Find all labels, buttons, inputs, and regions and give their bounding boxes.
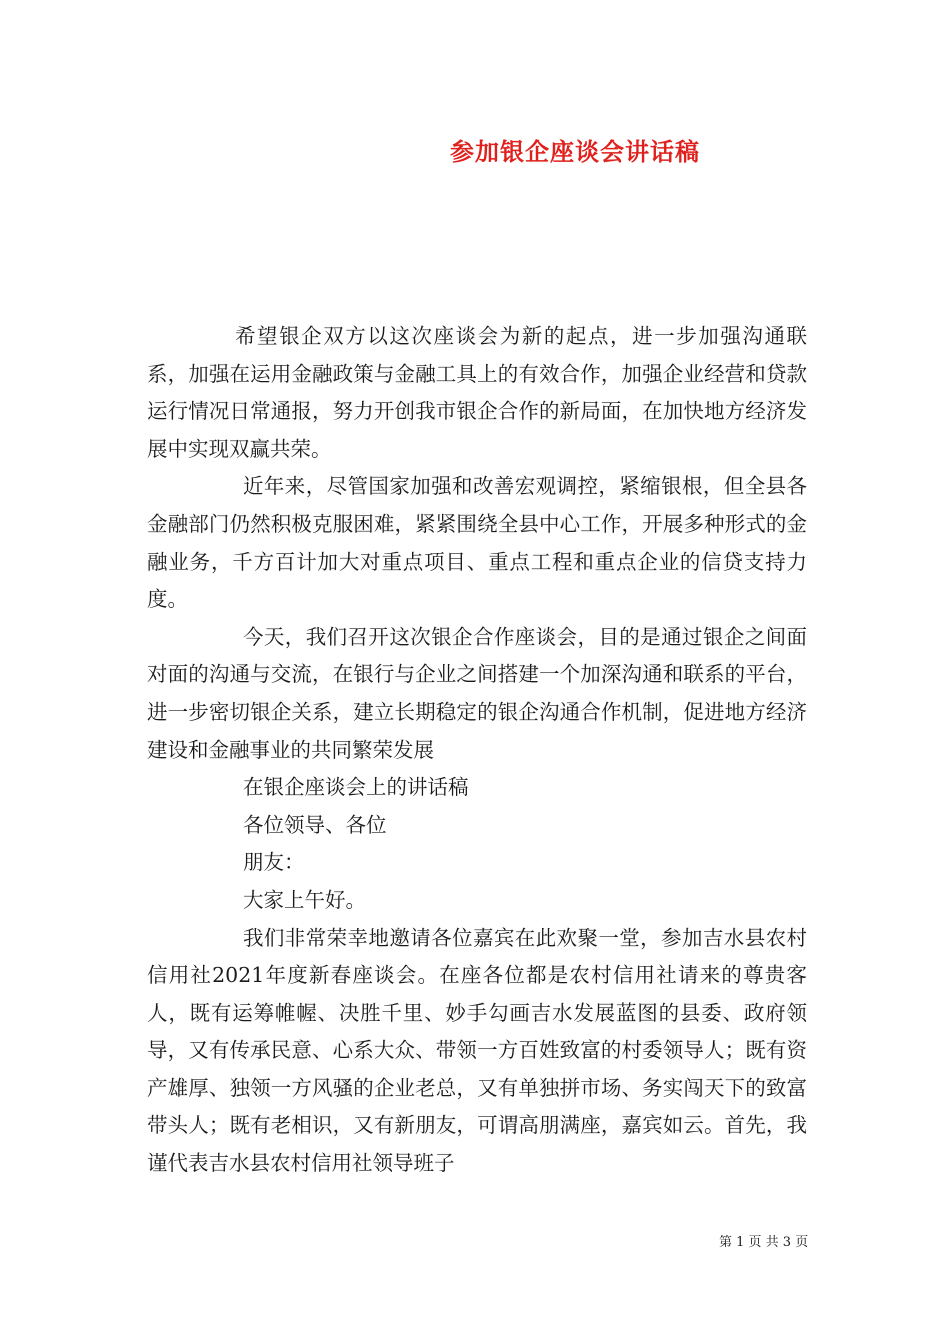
document-body — [147, 318, 807, 1183]
document-title: 参加银企座谈会讲话稿 — [450, 137, 700, 166]
salutation-line-1: 各位领导、各位 — [243, 812, 387, 837]
page-number: 第 1 页 共 3 页 — [719, 1235, 809, 1250]
speech-title: 在银企座谈会上的讲话稿 — [243, 775, 469, 800]
greeting: 大家上午好。 — [243, 887, 366, 912]
paragraph-2: 近年来，尽管国家加强和改善宏观调控，紧缩银根，但全县各金融部门仍然积极克服困难，紧紧围绕全县中心工作，开展多种形式的金融业务，千方百计加大对重点项目、重点工程和重点企业的信贷支持力度。 — [147, 474, 807, 612]
paragraph-4: 我们非常荣幸地邀请各位嘉宾在此欢聚一堂，参加吉水县农村信用社2021年度新春座谈会。在座各位都是农村信用社请来的尊贵客人，既有运筹帷幄、决胜千里、妙手勾画吉水发展蓝图的县委、政府领导，又有传承民意、心系大众、带领一方百姓致富的村委领导人；既有资产雄厚、独领一方风骚的企业老总，又有单独拼市场、务实闯天下的致富带头人；既有老相识，又有新朋友，可谓高朋满座，嘉宾如云。首先，我谨代表吉水县农村信用社领导班子 — [147, 925, 807, 1176]
paragraph-3: 今天，我们召开这次银企合作座谈会，目的是通过银企之间面对面的沟通与交流，在银行与企业之间搭建一个加深沟通和联系的平台，进一步密切银企关系，建立长期稳定的银企沟通合作机制，促进地方经济建设和金融事业的共同繁荣发展 — [147, 624, 807, 762]
salutation-line-2: 朋友： — [243, 850, 305, 875]
paragraph-1: 希望银企双方以这次座谈会为新的起点，进一步加强沟通联系，加强在运用金融政策与金融工具上的有效合作，加强企业经营和贷款运行情况日常通报，努力开创我市银企合作的新局面，在加快地方经济发展中实现双赢共荣。 — [147, 324, 807, 461]
